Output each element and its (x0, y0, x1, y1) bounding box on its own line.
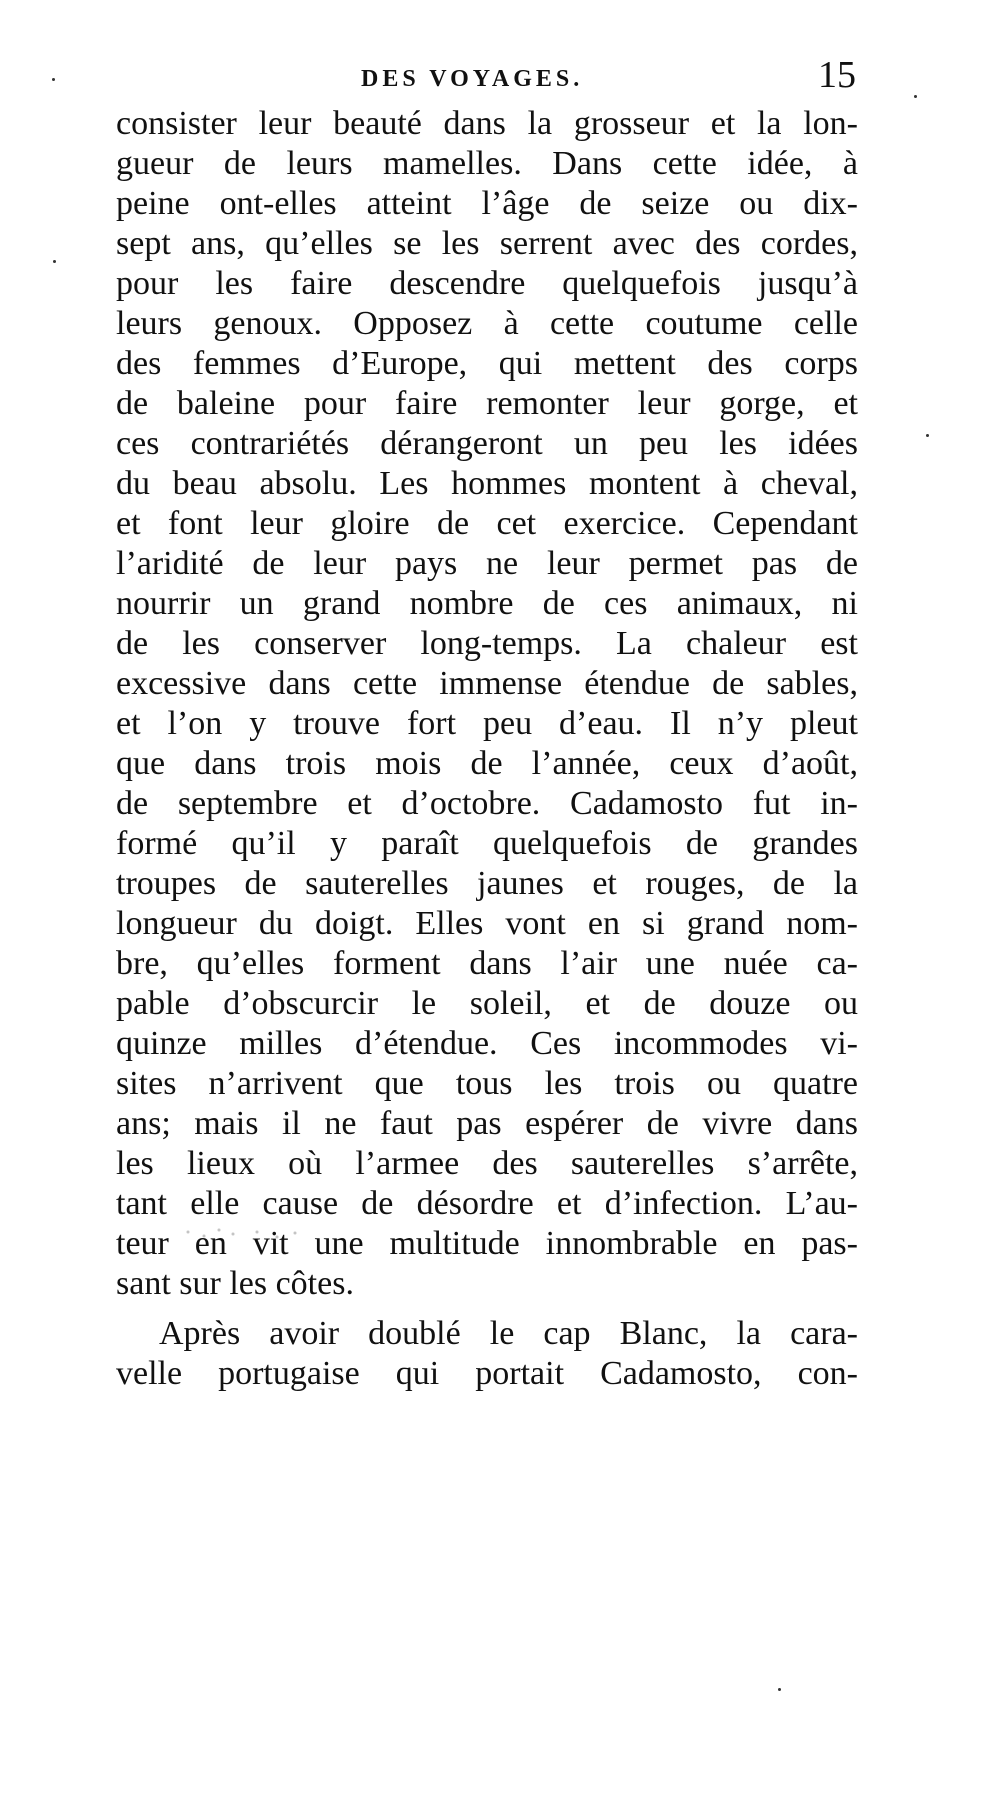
text-line: et l’on y trouve fort peu d’eau. Il n’y pleut (116, 705, 858, 742)
text-line: teur en vit une multitude innombrable en pas- (116, 1225, 858, 1262)
text-line: Après avoir doublé le cap Blanc, la cara- (159, 1315, 858, 1352)
text-line: les lieux où l’armee des sauterelles s’arrête, (116, 1145, 858, 1182)
text-line: formé qu’il y paraît quelquefois de grandes (116, 825, 858, 862)
text-line: quinze milles d’étendue. Ces incommodes vi- (116, 1025, 858, 1062)
print-speck (914, 95, 917, 98)
text-line: de septembre et d’octobre. Cadamosto fut in- (116, 785, 858, 822)
paragraph-gap (116, 1304, 858, 1314)
text-line: leurs genoux. Opposez à cette coutume celle (116, 305, 858, 342)
text-line: sites n’arrivent que tous les trois ou quatre (116, 1065, 858, 1102)
text-line: sept ans, qu’elles se les serrent avec des cordes, (116, 225, 858, 262)
text-line: troupes de sauterelles jaunes et rouges, de la (116, 865, 858, 902)
text-line: tant elle cause de désordre et d’infection. L’au- (116, 1185, 858, 1222)
text-line: sant sur les côtes. (116, 1265, 354, 1302)
text-line: gueur de leurs mamelles. Dans cette idée, à (116, 145, 858, 182)
body-text (116, 104, 858, 1394)
paragraph (116, 1314, 858, 1394)
text-line: de les conserver long-temps. La chaleur est (116, 625, 858, 662)
text-line: consister leur beauté dans la grosseur et la lon- (116, 105, 858, 142)
text-line: longueur du doigt. Elles vont en si grand nom- (116, 905, 858, 942)
page-noise (176, 1224, 316, 1244)
text-line: pable d’obscurcir le soleil, et de douze ou (116, 985, 858, 1022)
text-line: et font leur gloire de cet exercice. Cependant (116, 505, 858, 542)
paragraph (116, 104, 858, 1304)
text-line: ces contrariétés dérangeront un peu les idées (116, 425, 858, 462)
print-speck (926, 434, 929, 437)
print-speck (53, 260, 56, 263)
text-line: du beau absolu. Les hommes montent à cheval, (116, 465, 858, 502)
text-line: de baleine pour faire remonter leur gorge, et (116, 385, 858, 422)
text-line: excessive dans cette immense étendue de sables, (116, 665, 858, 702)
text-line: peine ont-elles atteint l’âge de seize ou dix- (116, 185, 858, 222)
text-line: bre, qu’elles forment dans l’air une nuée ca- (116, 945, 858, 982)
running-head (116, 56, 856, 100)
print-speck (778, 1688, 781, 1691)
text-line: l’aridité de leur pays ne leur permet pas de (116, 545, 858, 582)
text-line: nourrir un grand nombre de ces animaux, ni (116, 585, 858, 622)
text-line: des femmes d’Europe, qui mettent des corps (116, 345, 858, 382)
print-speck (52, 78, 55, 81)
page-number: 15 (818, 54, 856, 96)
text-line: pour les faire descendre quelquefois jusqu’à (116, 265, 858, 302)
text-line: velle portugaise qui portait Cadamosto, con- (116, 1355, 858, 1392)
running-title: DES VOYAGES. (361, 66, 584, 92)
text-line: que dans trois mois de l’année, ceux d’août, (116, 745, 858, 782)
text-line: ans; mais il ne faut pas espérer de vivre dans (116, 1105, 858, 1142)
